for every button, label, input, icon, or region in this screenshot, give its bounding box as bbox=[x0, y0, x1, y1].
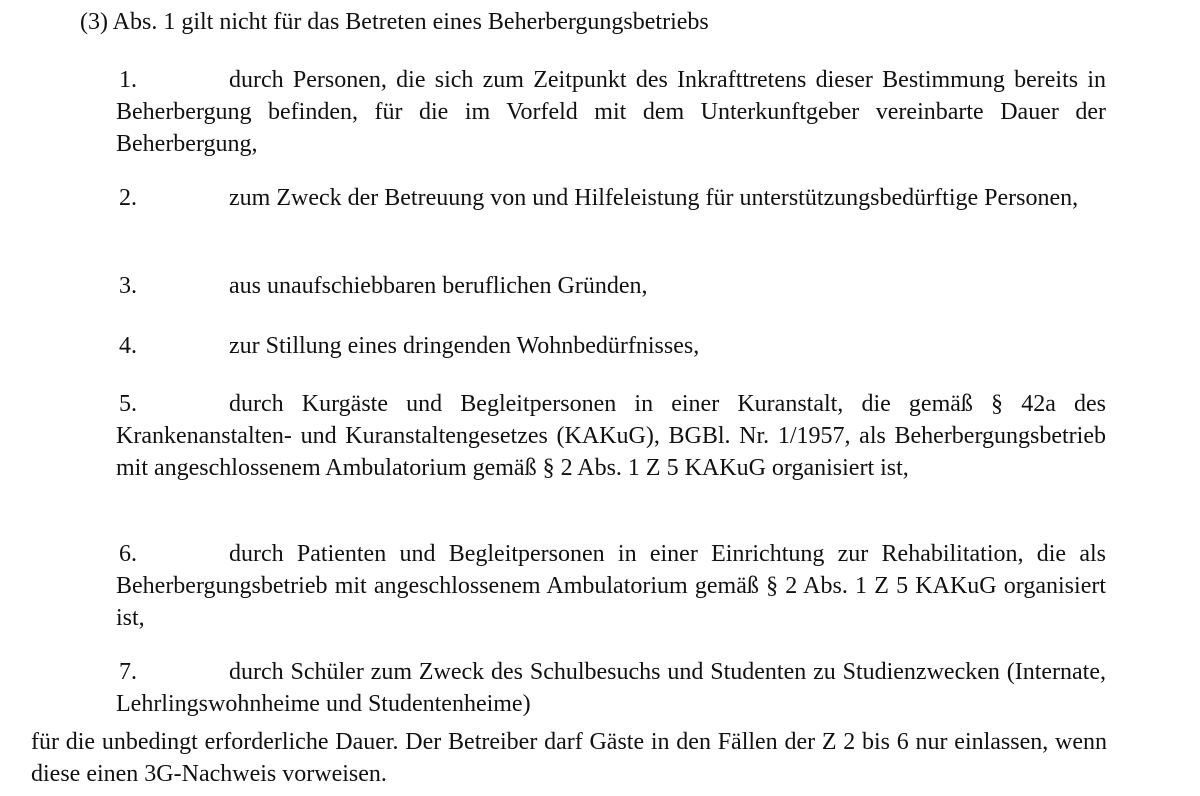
item-number: 5. bbox=[119, 391, 137, 417]
list-item-7 bbox=[116, 656, 1106, 720]
list-item-2 bbox=[116, 182, 1106, 214]
item-text: durch Patienten und Begleitpersonen in einer Einrichtung zur Rehabilitation, die als Beherbergungsbetrieb mit angeschlossenem Ambulatorium gemäß § 2 Abs. 1 Z 5 KAKuG organisiert ist, bbox=[116, 541, 1106, 631]
item-text: zum Zweck der Betreuung von und Hilfeleistung für unterstützungsbedürftige Personen, bbox=[229, 185, 1079, 211]
item-text: durch Kurgäste und Begleitpersonen in einer Kuranstalt, die gemäß § 42a des Krankenanstalten- und Kuranstaltengesetzes (KAKuG), BGBl. Nr. 1/1957, als Beherbergungsbetrieb mit angeschlossenem Ambulatorium gemäß § 2 Abs. 1 Z 5 KAKuG organisiert ist, bbox=[116, 391, 1106, 481]
item-number: 3. bbox=[119, 273, 137, 299]
item-number: 1. bbox=[119, 67, 137, 93]
list-item-3 bbox=[116, 270, 1106, 302]
list-item-6 bbox=[116, 538, 1106, 634]
list-item-5 bbox=[116, 388, 1106, 484]
list-item-4 bbox=[116, 330, 1106, 362]
item-number: 2. bbox=[119, 185, 137, 211]
list-item-1 bbox=[116, 64, 1106, 160]
paragraph-heading: (3) Abs. 1 gilt nicht für das Betreten eines Beherbergungsbetriebs bbox=[80, 9, 709, 35]
item-text: aus unaufschiebbaren beruflichen Gründen, bbox=[229, 273, 648, 299]
item-number: 7. bbox=[119, 659, 137, 685]
item-number: 6. bbox=[119, 541, 137, 567]
item-text: zur Stillung eines dringenden Wohnbedürfnisses, bbox=[229, 333, 700, 359]
item-text: durch Schüler zum Zweck des Schulbesuchs und Studenten zu Studienzwecken (Internate, Lehrlingswohnheime und Studentenheime) bbox=[116, 659, 1106, 717]
item-number: 4. bbox=[119, 333, 137, 359]
item-text: durch Personen, die sich zum Zeitpunkt des Inkrafttretens dieser Bestimmung bereits in Beherbergung befinden, für die im Vorfeld mit dem Unterkunftgeber vereinbarte Dauer der Beherbergung, bbox=[116, 67, 1106, 157]
closing-text: für die unbedingt erforderliche Dauer. Der Betreiber darf Gäste in den Fällen der Z 2 bis 6 nur einlassen, wenn diese einen 3G-Nachweis vorweisen. bbox=[31, 729, 1107, 787]
